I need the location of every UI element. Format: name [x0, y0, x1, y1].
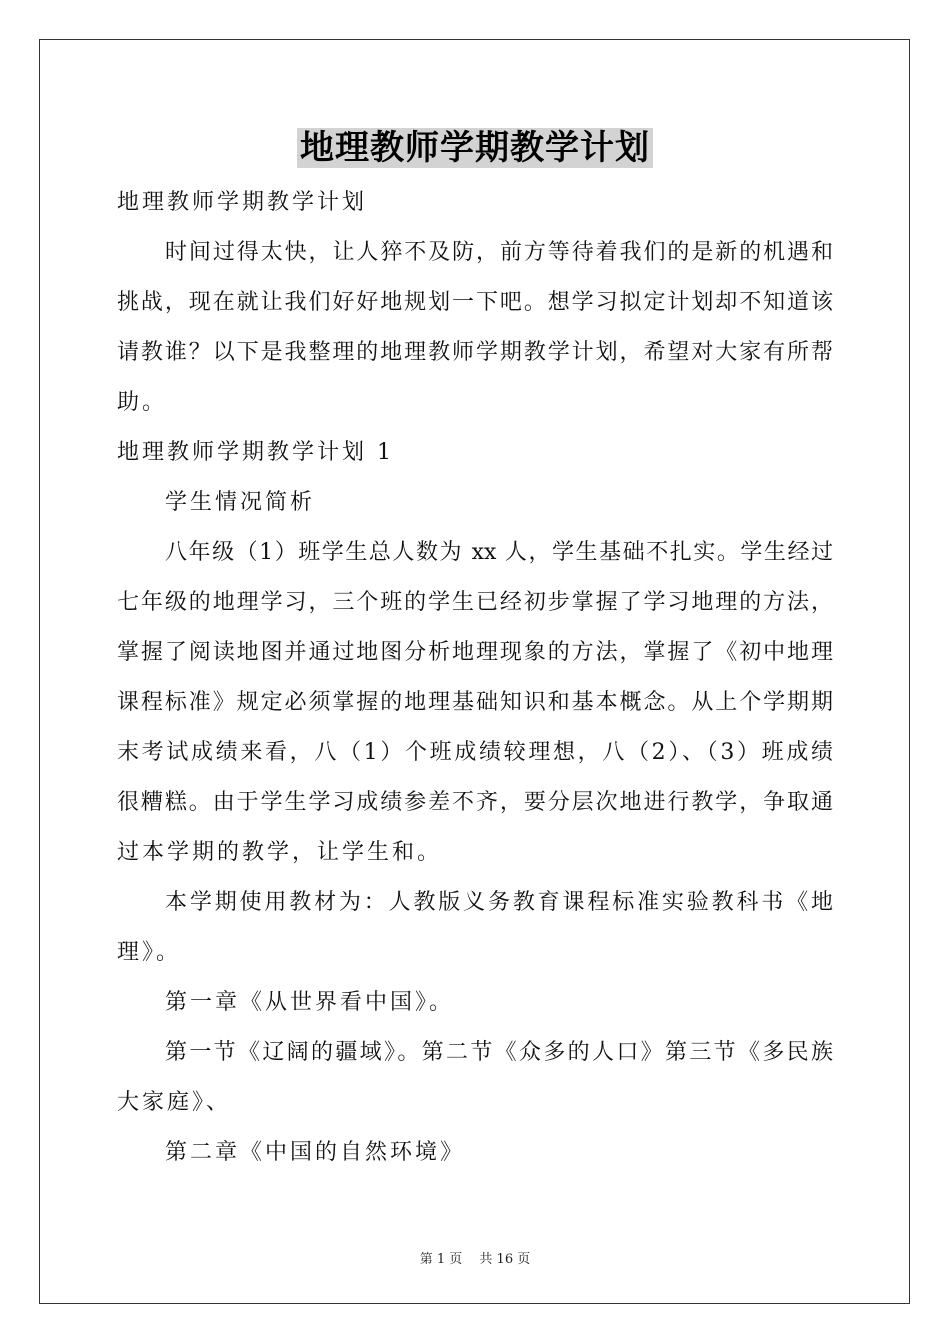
text-line: 时间过得太快，让人猝不及防，前方等待着我们的是新的机遇和 [165, 240, 833, 265]
text-line: 过本学期的教学，让学生和。 [117, 840, 443, 865]
text-line: 挑战，现在就让我们好好地规划一下吧。想学习拟定计划却不知道该 [117, 290, 833, 315]
text-line: 第一节《辽阔的疆域》。第二节《众多的人口》第三节《多民族 [165, 1040, 833, 1065]
document-title: 地理教师学期教学计划 [297, 128, 653, 168]
text-line: 学生情况简析 [165, 490, 316, 515]
text-line: 课程标准》规定必须掌握的地理基础知识和基本概念。从上个学期期 [117, 690, 833, 715]
text-line: 地理教师学期教学计划 [117, 190, 368, 215]
text-line: 请教谁？以下是我整理的地理教师学期教学计划，希望对大家有所帮 [117, 340, 833, 365]
title-container [0, 128, 950, 168]
page-footer [0, 1248, 950, 1267]
text-line: 很糟糕。由于学生学习成绩参差不齐，要分层次地进行教学，争取通 [117, 790, 833, 815]
text-line: 大家庭》、 [117, 1090, 232, 1115]
text-line: 掌握了阅读地图并通过地图分析地理现象的方法，掌握了《初中地理 [117, 640, 833, 665]
text-line: 理》。 [117, 940, 182, 965]
text-line: 末考试成绩来看，八（1）个班成绩较理想，八（2）、（3）班成绩 [117, 740, 833, 765]
text-line: 第二章《中国的自然环境》 [165, 1140, 466, 1165]
document-body [117, 178, 833, 1178]
text-line: 七年级的地理学习，三个班的学生已经初步掌握了学习地理的方法， [117, 590, 833, 615]
text-line: 第一章《从世界看中国》。 [165, 990, 455, 1015]
page-number: 第 1 页 共 16 页 [419, 1252, 531, 1267]
text-line: 助。 [117, 390, 168, 415]
text-line: 本学期使用教材为：人教版义务教育课程标准实验教科书《地 [165, 890, 833, 915]
text-line: 八年级（1）班学生总人数为 xx 人，学生基础不扎实。学生经过 [165, 540, 833, 565]
text-line: 地理教师学期教学计划 1 [117, 440, 394, 465]
